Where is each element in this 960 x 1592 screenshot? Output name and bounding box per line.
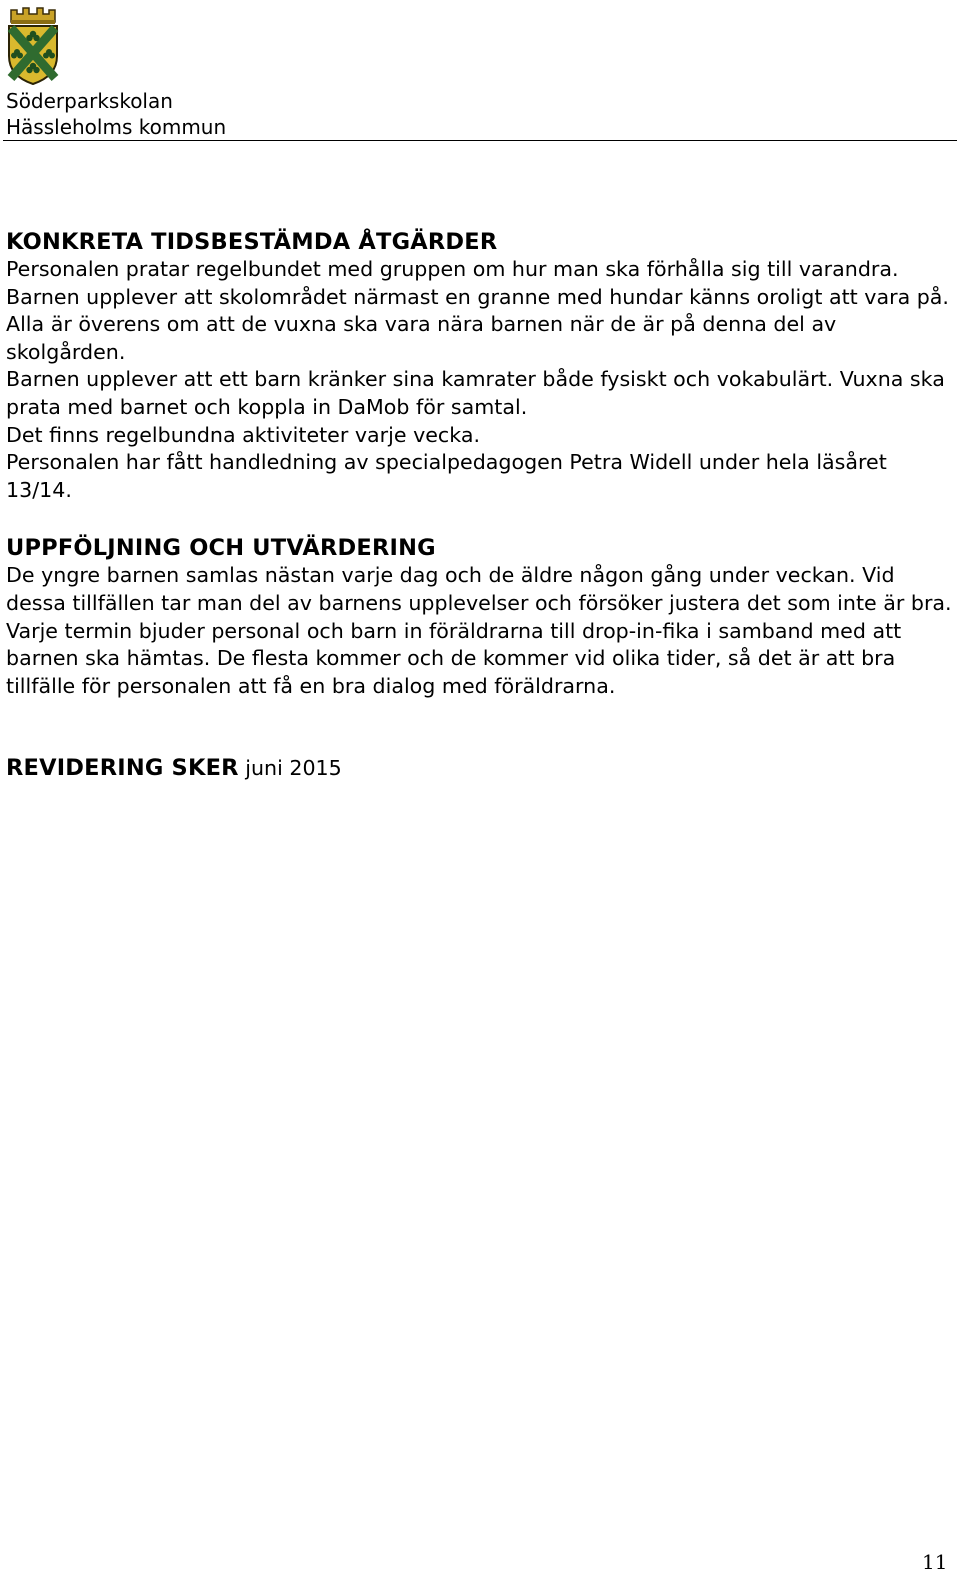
paragraph: Personalen pratar regelbundet med gruppen om hur man ska förhålla sig till varandra. bbox=[6, 257, 899, 281]
section-follow-up bbox=[6, 534, 952, 700]
section-heading: KONKRETA TIDSBESTÄMDA ÅTGÄRDER bbox=[6, 229, 498, 255]
paragraph: Personalen har fått handledning av specialpedagogen Petra Widell under hela läsåret 13/14. bbox=[6, 450, 887, 502]
section-heading: UPPFÖLJNING OCH UTVÄRDERING bbox=[6, 535, 436, 562]
school-name: Söderparkskolan bbox=[6, 89, 173, 113]
spacer bbox=[6, 700, 952, 755]
paragraph: Det finns regelbundna aktiviteter varje vecka. bbox=[6, 422, 480, 447]
revision-date: juni 2015 bbox=[245, 756, 342, 781]
document-body bbox=[6, 228, 952, 783]
coat-of-arms-icon bbox=[5, 4, 61, 86]
paragraph: De yngre barnen samlas nästan varje dag och de äldre någon gång under veckan. Vid dessa tillfällen tar man del av barnens upplevelser och försöker justera det som inte är bra. bbox=[6, 563, 952, 615]
revision-line bbox=[6, 755, 952, 783]
municipality-name: Hässleholms kommun bbox=[6, 115, 227, 139]
paragraph: Varje termin bjuder personal och barn in föräldrarna till drop-in-fika i samband med att barnen ska hämtas. De flesta kommer och de kommer vid olika tider, så det är att bra tillfälle för personalen att få en bra dialog med föräldrarna. bbox=[6, 618, 902, 698]
spacer bbox=[6, 504, 952, 534]
page-number: 11 bbox=[922, 1550, 948, 1574]
section-measures bbox=[6, 228, 952, 504]
header-divider bbox=[3, 140, 957, 141]
paragraph: Barnen upplever att skolområdet närmast en granne med hundar känns oroligt att vara på. Alla är överens om att de vuxna ska vara nära barnen när de är på denna del av skolgården. bbox=[6, 284, 949, 364]
revision-label: REVIDERING SKER bbox=[6, 755, 239, 782]
paragraph: Barnen upplever att ett barn kränker sina kamrater både fysiskt och vokabulärt. Vuxna ska prata med barnet och koppla in DaMob för samtal. bbox=[6, 367, 945, 419]
